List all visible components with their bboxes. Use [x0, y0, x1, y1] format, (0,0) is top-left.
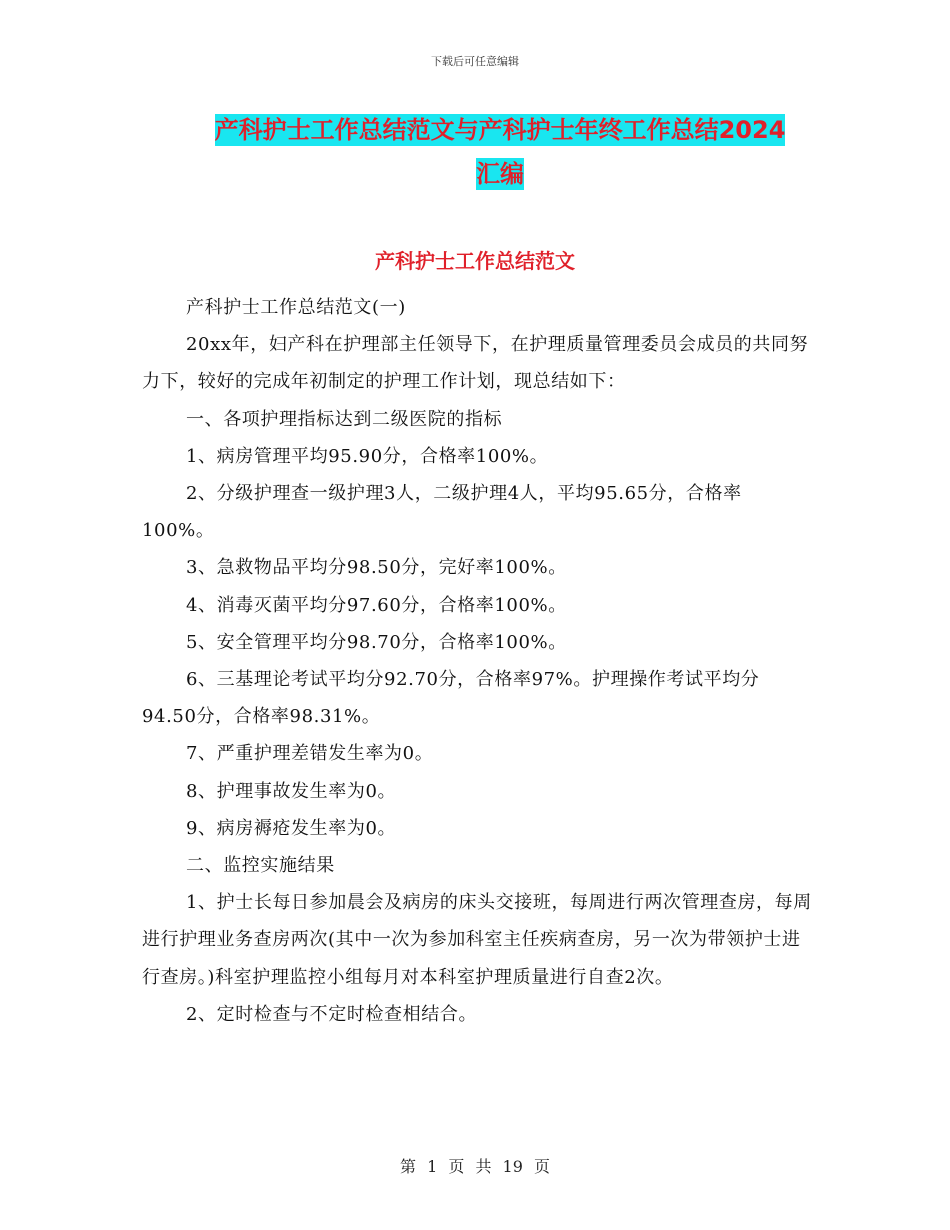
paragraph: 9、病房褥疮发生率为0。 [186, 817, 397, 839]
paragraph: 2、定时检查与不定时检查相结合。 [186, 1003, 478, 1025]
paragraph: 一、各项护理指标达到二级医院的指标 [186, 408, 503, 430]
document-title-line-2: 汇编 [476, 160, 524, 188]
paragraph: 4、消毒灭菌平均分97.60分，合格率100%。 [186, 594, 567, 616]
paragraph: 8、护理事故发生率为0。 [186, 780, 397, 802]
page-number: 第 1 页 共 19 页 [400, 1157, 550, 1176]
section-title: 产科护士工作总结范文 [375, 249, 575, 273]
paragraph: 1、护士长每日参加晨会及病房的床头交接班，每周进行两次管理查房，每周进行护理业务查房两次(其中一次为参加科室主任疾病查房，另一次为带领护士进行查房。)科室护理监控小组每月对本科室护理质量进行自查2次。 [142, 892, 812, 988]
document-title-line-1: 产科护士工作总结范文与产科护士年终工作总结2024 [214, 116, 786, 144]
paragraph: 1、病房管理平均95.90分，合格率100%。 [186, 445, 549, 467]
paragraph: 3、急救物品平均分98.50分，完好率100%。 [186, 557, 567, 579]
paragraph: 产科护士工作总结范文(一) [186, 297, 406, 318]
paragraph: 20xx年，妇产科在护理部主任领导下，在护理质量管理委员会成员的共同努力下，较好的完成年初制定的护理工作计划，现总结如下： [142, 334, 809, 393]
paragraph: 5、安全管理平均分98.70分，合格率100%。 [186, 631, 567, 653]
header-note: 下载后可任意编辑 [431, 55, 519, 68]
document-title [140, 108, 860, 196]
paragraph: 二、监控实施结果 [186, 855, 335, 877]
paragraph: 7、严重护理差错发生率为0。 [186, 743, 434, 765]
paragraph: 6、三基理论考试平均分92.70分，合格率97%。护理操作考试平均分94.50分，合格率98.31%。 [142, 669, 760, 728]
paragraph: 2、分级护理查一级护理3人，二级护理4人，平均95.65分，合格率100%。 [142, 483, 742, 542]
document-body [142, 289, 812, 1033]
